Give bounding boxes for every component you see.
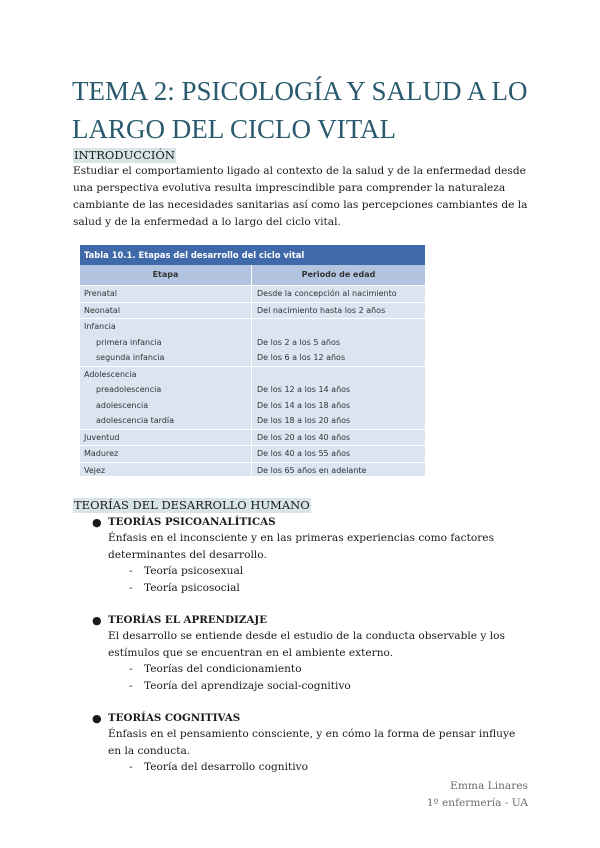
table-body <box>80 286 425 479</box>
dash-icon: - <box>129 663 133 675</box>
table-cell-stage: adolescencia tardía <box>96 416 175 425</box>
theory-description: Énfasis en el pensamiento consciente, y en cómo la forma de pensar influye en la conducta. <box>108 728 516 757</box>
table-cell-age <box>257 319 425 335</box>
table-row <box>80 430 425 447</box>
table-caption: Tabla 10.1. Etapas del desarrollo del ciclo vital <box>80 245 425 265</box>
intro-heading: INTRODUCCIÓN <box>74 148 175 162</box>
bullet-icon: ● <box>92 614 102 627</box>
table-cell-stage: Madurez <box>84 449 119 458</box>
sub-item: - Teoría del aprendizaje social-cognitivo <box>129 678 351 695</box>
table-row <box>80 367 425 430</box>
dash-icon: - <box>129 680 133 692</box>
theory-label: TEORÍAS PSICOANALÍTICAS <box>108 516 276 528</box>
table-cell-age: Del nacimiento hasta los 2 años <box>257 305 386 315</box>
table-cell-stage: preadolescencia <box>96 385 162 394</box>
table-cell-stage: Adolescencia <box>84 369 137 379</box>
sub-item: - Teoría psicosocial <box>129 580 240 597</box>
table-cell-age: Desde la concepción al nacimiento <box>257 289 397 298</box>
dash-icon: - <box>129 565 133 577</box>
table-cell-age: De los 20 a los 40 años <box>257 432 351 442</box>
table-cell-age: De los 18 a los 20 años <box>257 416 351 425</box>
table-cell-age: De los 2 a los 5 años <box>257 337 341 347</box>
dash-icon: - <box>129 761 133 773</box>
theory-description: Énfasis en el inconsciente y en las primeras experiencias como factores determinantes del desarrollo. <box>108 532 495 561</box>
sub-item: - Teoría psicosexual <box>129 563 243 580</box>
table-cell-age: De los 6 a los 12 años <box>257 353 346 362</box>
life-cycle-table <box>80 245 425 476</box>
table-cell-age <box>257 367 425 383</box>
table-cell-age: De los 65 años en adelante <box>257 465 367 475</box>
theory-description: El desarrollo se entiende desde el estudio de la conducta observable y los estímulos que se encuentran en el ambiente externo. <box>108 630 505 659</box>
table-row <box>80 303 425 320</box>
intro-paragraph: Estudiar el comportamiento ligado al contexto de la salud y de la enfermedad desde una perspectiva evolutiva resulta imprescindible para comprender la naturaleza cambiante de las necesidades sanitarias así como las percepciones cambiantes de la salud y de la enfermedad a lo largo del ciclo vital. <box>73 165 528 228</box>
sub-item: - Teoría del desarrollo cognitivo <box>129 759 308 776</box>
page-title: TEMA 2: PSICOLOGÍA Y SALUD A LO LARGO DEL CICLO VITAL <box>72 76 528 144</box>
table-cell-stage: Neonatal <box>84 305 121 315</box>
table-cell-age: De los 14 a los 18 años <box>257 400 351 410</box>
table-cell-stage: Prenatal <box>84 289 117 298</box>
table-col-stage: Etapa <box>80 265 252 285</box>
table-row <box>80 446 425 463</box>
sub-item: - Teorías del condicionamiento <box>129 661 302 678</box>
table-cell-stage: Infancia <box>84 322 116 331</box>
table-cell-stage: segunda infancia <box>96 353 165 362</box>
table-cell-stage: adolescencia <box>96 400 149 410</box>
table-col-age: Periodo de edad <box>301 270 376 279</box>
table-row <box>80 463 425 480</box>
table-cell-stage: primera infancia <box>96 337 162 347</box>
footer-author: Emma Linares <box>450 780 528 792</box>
footer-course: 1º enfermería - UA <box>426 797 528 809</box>
table-row <box>80 319 425 367</box>
table-cell-stage: Juventud <box>84 432 120 442</box>
table-header <box>80 265 425 286</box>
theory-label: TEORÍAS COGNITIVAS <box>108 712 241 724</box>
table-cell-age: De los 12 a los 14 años <box>257 385 351 394</box>
table-cell-age: De los 40 a los 55 años <box>257 449 351 458</box>
table-row <box>80 286 425 303</box>
theories-heading: TEORÍAS DEL DESARROLLO HUMANO <box>74 498 310 512</box>
dash-icon: - <box>129 582 133 594</box>
bullet-icon: ● <box>92 712 102 725</box>
bullet-icon: ● <box>92 516 102 529</box>
table-cell-stage: Vejez <box>84 465 106 475</box>
theory-label: TEORÍAS EL APRENDIZAJE <box>108 614 268 626</box>
